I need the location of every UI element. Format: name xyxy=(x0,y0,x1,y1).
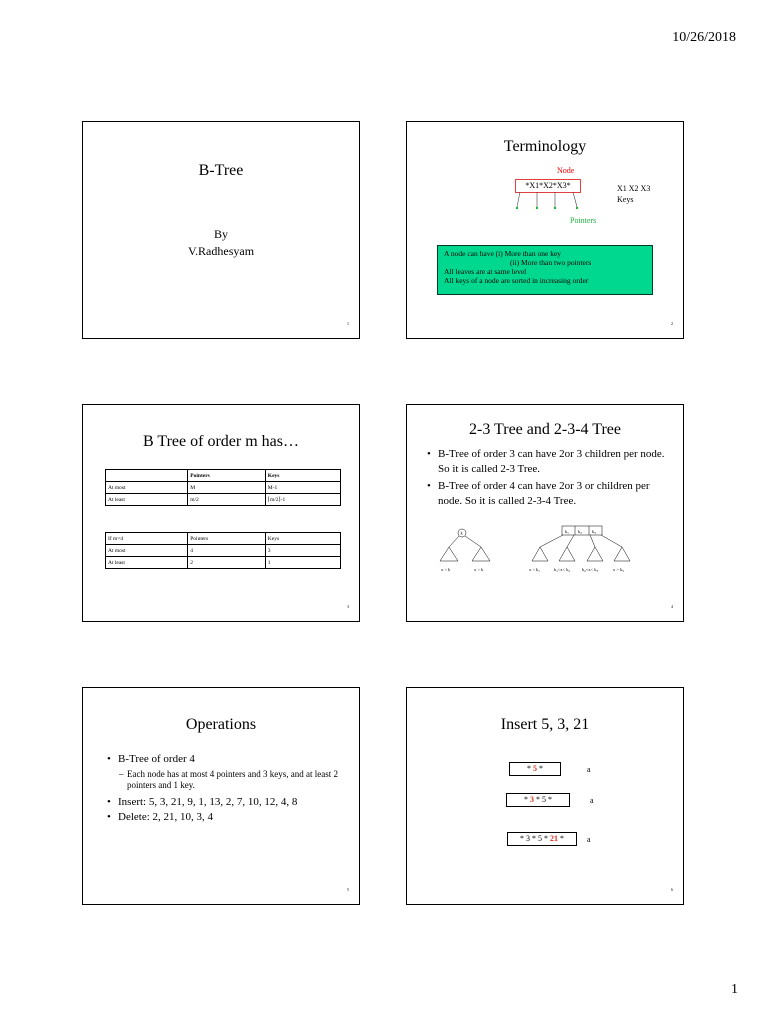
slide-3 xyxy=(82,404,360,622)
node-text: * xyxy=(527,764,533,773)
table-cell: At most xyxy=(106,545,188,557)
bullet-list xyxy=(427,447,667,509)
table-cell: At least xyxy=(106,557,188,569)
order-4-table xyxy=(105,532,341,569)
table-cell: ⌈m/2⌉-1 xyxy=(265,494,340,506)
table-cell: At least xyxy=(106,494,188,506)
node-box xyxy=(507,832,577,846)
order-table xyxy=(105,469,341,506)
tree2-label-1: $x < k_1$ xyxy=(529,567,540,573)
table-cell: If m=4 xyxy=(106,533,188,545)
table-cell: Pointers xyxy=(188,470,266,482)
node-label: a xyxy=(587,765,591,774)
note-line: All leaves are at same level xyxy=(444,267,527,276)
table-header-row xyxy=(106,470,341,482)
bullet-list xyxy=(107,752,347,825)
tree1-left-label: x < k xyxy=(441,567,451,572)
slide-title: Insert 5, 3, 21 xyxy=(500,716,590,733)
table-cell: 1 xyxy=(265,557,340,569)
note-line: All keys of a node are sorted in increasing order xyxy=(444,276,589,285)
tree2-label-2: $k_1<x< k_2$ xyxy=(554,567,570,573)
inserted-key: 21 xyxy=(550,834,558,843)
slide-number: 3 xyxy=(347,604,349,609)
sub-bullet-item: – Each node has at most 4 pointers and 3 keys, and at least 2 pointers and 1 key. xyxy=(107,769,347,791)
keys-values: X1 X2 X3 xyxy=(617,184,651,193)
table-row xyxy=(106,482,341,494)
table-cell: Keys xyxy=(265,470,340,482)
inserted-key: 3 xyxy=(530,795,534,804)
slide-2 xyxy=(406,121,684,339)
bullet-item: • B-Tree of order 4 can have 2or 3 or children per node. So it is called 2-3-4 Tree. xyxy=(427,479,667,509)
node-box xyxy=(506,793,570,807)
tree1-right-label: x > k xyxy=(474,567,484,572)
node-box xyxy=(509,762,561,776)
tree2-key2: $k_2$ xyxy=(578,529,582,535)
bullet-item: • Delete: 2, 21, 10, 3, 4 xyxy=(107,810,347,825)
slide-title: B-Tree xyxy=(198,162,244,179)
tree2-key1: $k_1$ xyxy=(565,529,569,535)
table-row xyxy=(106,557,341,569)
pointers-label: Pointers xyxy=(570,216,597,225)
notes-box xyxy=(437,245,653,295)
pointer-arrows xyxy=(507,191,587,211)
table-cell: At most xyxy=(106,482,188,494)
note-line: A node can have (i) More than one key xyxy=(444,249,562,258)
node-label: a xyxy=(590,796,594,805)
node-text: * xyxy=(558,834,564,843)
tree2-label-3: $k_2<x< k_3$ xyxy=(582,567,598,573)
slide-number: 6 xyxy=(671,887,673,892)
author-name: V.Radhesyam xyxy=(187,244,255,258)
table-cell: m/2 xyxy=(188,494,266,506)
node-label: a xyxy=(587,835,591,844)
inserted-key: 5 xyxy=(533,764,537,773)
table-cell: M-1 xyxy=(265,482,340,494)
slide-number: 1 xyxy=(347,321,349,326)
bullet-item: • B-Tree of order 4 xyxy=(107,752,347,767)
tree2-key3: $k_3$ xyxy=(592,529,596,535)
slide-4 xyxy=(406,404,684,622)
node-box: *X1*X2*X3* xyxy=(515,179,581,193)
tree-diagram xyxy=(429,523,679,581)
slide-6 xyxy=(406,687,684,905)
node-text: * 3 * 5 * xyxy=(520,834,550,843)
slide-number: 2 xyxy=(671,321,673,326)
table-cell: Keys xyxy=(265,533,340,545)
slide-5 xyxy=(82,687,360,905)
page-number: 1 xyxy=(731,982,738,997)
note-line: (ii) More than two pointers xyxy=(510,258,592,267)
by-label: By xyxy=(213,227,228,241)
slide-number: 5 xyxy=(347,887,349,892)
keys-label xyxy=(617,183,650,205)
table-row xyxy=(106,494,341,506)
slide-title: B Tree of order m has… xyxy=(143,433,299,450)
tree1-root-key: k xyxy=(460,530,463,536)
table-cell: 4 xyxy=(188,545,266,557)
table-cell xyxy=(106,470,188,482)
node-label: Node xyxy=(557,166,575,175)
table-cell: 2 xyxy=(188,557,266,569)
tree2-label-4: $x > k_3$ xyxy=(613,567,624,573)
table-cell: 3 xyxy=(265,545,340,557)
slide-1 xyxy=(82,121,360,339)
bullet-item: • Insert: 5, 3, 21, 9, 1, 13, 2, 7, 10, 12, 4, 8 xyxy=(107,795,347,810)
slide-title: Operations xyxy=(185,716,257,733)
table-row xyxy=(106,545,341,557)
slide-number: 4 xyxy=(671,604,673,609)
node-text: * xyxy=(524,795,530,804)
node-text: * xyxy=(537,764,543,773)
keys-caption: Keys xyxy=(617,195,634,204)
author-block xyxy=(83,226,359,260)
bullet-item: • B-Tree of order 3 can have 2or 3 children per node. So it is called 2-3 Tree. xyxy=(427,447,667,477)
slide-title: 2-3 Tree and 2-3-4 Tree xyxy=(469,421,621,438)
slide-title: Terminology xyxy=(503,138,587,155)
table-cell: Pointers xyxy=(188,533,266,545)
node-text: * 5 * xyxy=(534,795,552,804)
table-header-row xyxy=(106,533,341,545)
print-date: 10/26/2018 xyxy=(672,30,736,45)
table-cell: M xyxy=(188,482,266,494)
